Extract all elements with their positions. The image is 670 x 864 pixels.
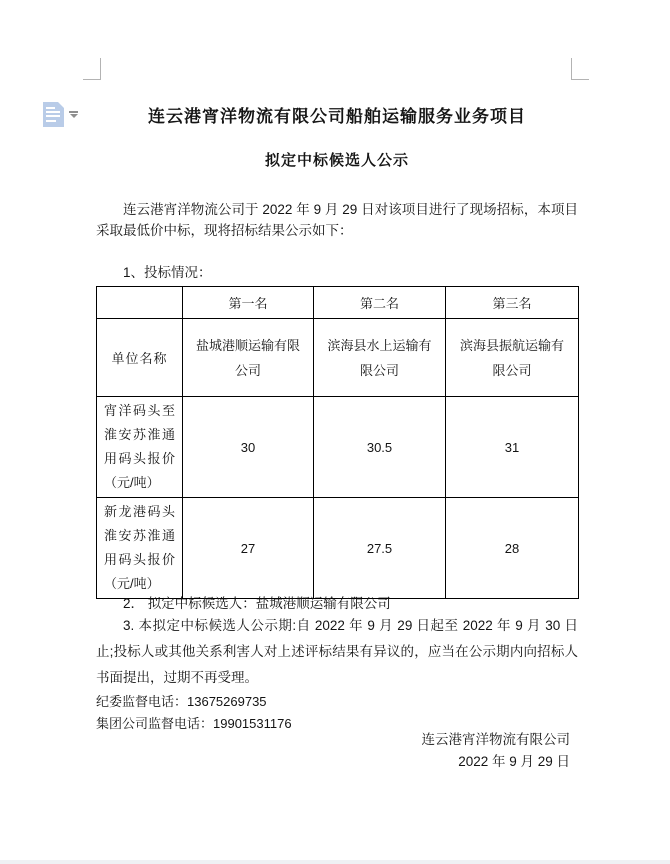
company-cell-second: 滨海县水上运输有限公司: [314, 319, 446, 397]
header-cell-first: 第一名: [183, 287, 314, 319]
signature-company: 连云港宵洋物流有限公司: [421, 732, 570, 747]
header-cell-third: 第三名: [446, 287, 579, 319]
price-cell: 30: [183, 397, 314, 498]
row-label-unit-name: 单位名称: [97, 319, 183, 397]
row-label-price-xiaoyang: 宵洋码头至淮安苏淮通用码头报价（元/吨）: [97, 397, 183, 498]
phone-line-discipline: 纪委监督电话：13675269735: [96, 694, 267, 709]
table-row-price-xiaoyang: [97, 397, 579, 498]
price-cell: 27: [183, 498, 314, 599]
table-header-row: [97, 287, 579, 319]
page-bottom-edge: [0, 860, 670, 864]
header-cell-blank: [97, 287, 183, 319]
signature-date: 2022 年 9 月 29 日: [458, 753, 570, 769]
paste-options-icon[interactable]: [43, 102, 64, 127]
document-subtitle: 拟定中标候选人公示: [264, 152, 409, 169]
intro-paragraph: 连云港宵洋物流公司于 2022 年 9 月 29 日对该项目进行了现场招标，本项目采取最低价中标，现将招标结果公示如下：: [96, 202, 578, 238]
price-cell: 31: [446, 397, 579, 498]
price-cell: 30.5: [314, 397, 446, 498]
chevron-down-icon[interactable]: [69, 111, 78, 118]
supervision-phones: [96, 691, 578, 734]
price-cell: 27.5: [314, 498, 446, 599]
row-label-price-xinlonggang: 新龙港码头淮安苏淮通用码头报价（元/吨）: [97, 498, 183, 599]
price-cell: 28: [446, 498, 579, 599]
bid-results-table: [96, 286, 579, 599]
header-cell-second: 第二名: [314, 287, 446, 319]
folded-corner: [58, 102, 64, 108]
document-title: 连云港宵洋物流有限公司船舶运输服务业务项目: [148, 107, 526, 126]
text-boundary-mark-left: [83, 58, 101, 80]
table-row-price-xinlonggang: [97, 498, 579, 599]
section1-heading: 1、投标情况：: [123, 265, 212, 280]
section2-candidate: 2． 拟定中标候选人：盐城港顺运输有限公司: [123, 596, 391, 611]
signature-block: [96, 729, 578, 772]
phone-line-group: 集团公司监督电话：19901531176: [96, 715, 292, 731]
table-row-company: [97, 319, 579, 397]
section3-notice-period: 3. 本拟定中标候选人公示期:自 2022 年 9 月 29 日起至 2022 年 9 月 30 日止;投标人或其他关系利害人对上述评标结果有异议的，应当在公示期内向招标人书面提出，过期不再受理。: [96, 618, 578, 685]
company-cell-first: 盐城港顺运输有限公司: [183, 319, 314, 397]
company-cell-third: 滨海县振航运输有限公司: [446, 319, 579, 397]
text-boundary-mark-right: [571, 58, 589, 80]
